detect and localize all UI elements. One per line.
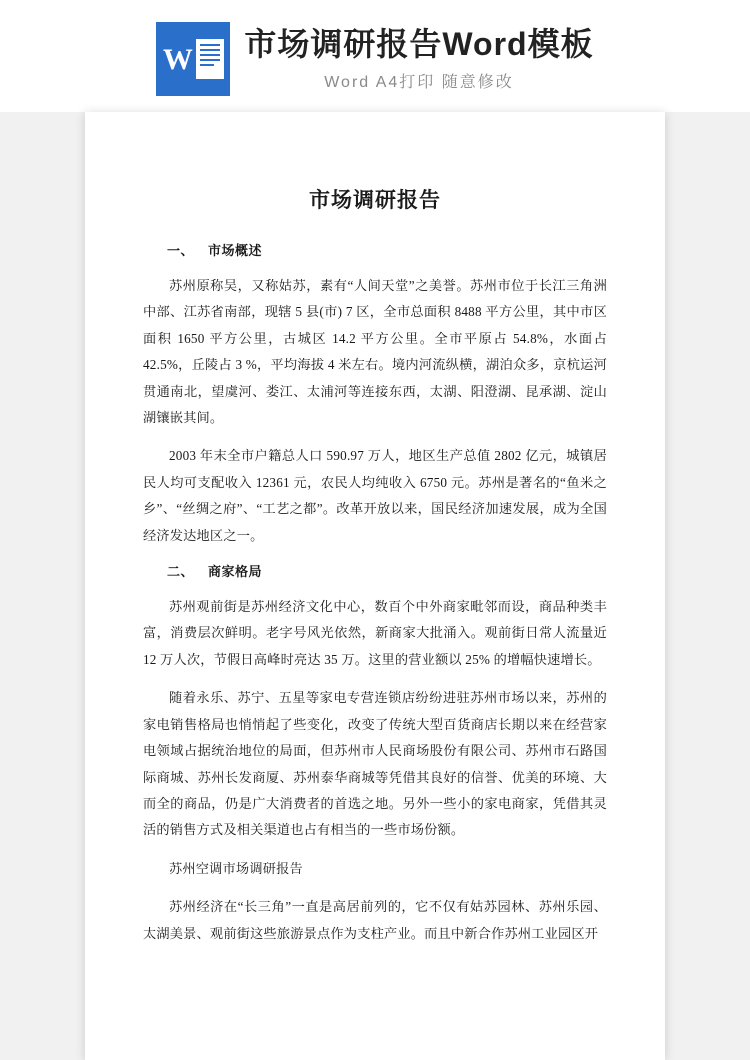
section-heading-1 [143,240,607,259]
paragraph: 2003 年末全市户籍总人口 590.97 万人，地区生产总值 2802 亿元，城镇居民人均可支配收入 12361 元，农民人均纯收入 6750 元。苏州是著名的“鱼米之乡”、“丝绸之府”、“工艺之都”。改革开放以来，国民经济加速发展，成为全国经济发达地区之一。 [143,448,607,543]
word-logo-letter: W [162,43,193,76]
banner-title: 市场调研报告Word模板 [244,25,594,62]
paragraph: 随着永乐、苏宁、五星等家电专营连锁店纷纷进驻苏州市场以来，苏州的家电销售格局也悄悄起了些变化，改变了传统大型百货商店长期以来在经营家电领域占据统治地位的局面，但苏州市人民商场股份有限公司、苏州市石路国际商城、苏州长发商厦、苏州泰华商城等凭借其良好的信誉、优美的环境、大而全的商品，仍是广大消费者的首选之地。另外一些小的家电商家，凭借其灵活的销售方式及相关渠道也占有相当的一些市场份额。 [143,690,607,838]
section-label-2: 商家格局 [208,564,263,580]
paragraph: 苏州原称吴，又称姑苏，素有“人间天堂”之美誉。苏州市位于长江三角洲中部、江苏省南部，现辖 5 县(市) 7 区，全市总面积 8488 平方公里，其中市区面积 1650 平方公里，古城区 14.2 平方公里。全市平原占 54.8%，水面占 42.5%，丘陵占 3 %，平均海拔 4 米左右。境内河流纵横，湖泊众多，京杭运河贯通南北，望虞河、娄江、太浦河等连接东西，太湖、阳澄湖、昆承湖、淀山湖镶嵌其间。 [143,278,607,426]
section-heading-2 [143,561,607,580]
document-page [85,112,665,1060]
word-icon [156,22,230,96]
sheet-line [200,49,220,51]
banner-content [156,22,593,96]
banner-text-block [244,26,593,93]
section-number-2: 二、 [167,564,195,580]
header-banner [0,0,750,112]
section-number-1: 一、 [167,243,195,258]
paragraph: 苏州空调市场调研报告 [169,860,303,876]
sheet-line [200,59,220,61]
paragraph: 苏州观前街是苏州经济文化中心，数百个中外商家毗邻而设，商品种类丰富，消费层次鲜明。老字号风光依然，新商家大批涌入。观前街日常人流量近 12 万人次，节假日高峰时亮达 35 万。这里的营业额以 25% 的增幅快速增长。 [143,599,607,667]
sheet-line [200,54,220,56]
sheet-line [200,44,220,46]
sheet-line [200,64,214,66]
section-label-1: 市场概述 [208,243,263,258]
document-sheet-icon [196,39,224,79]
banner-subtitle: Word A4打印 随意修改 [324,74,514,92]
document-title: 市场调研报告 [309,188,441,212]
paragraph: 苏州经济在“长三角”一直是高居前列的，它不仅有姑苏园林、苏州乐园、太湖美景、观前街这些旅游景点作为支柱产业。而且中新合作苏州工业园区开 [143,899,607,941]
